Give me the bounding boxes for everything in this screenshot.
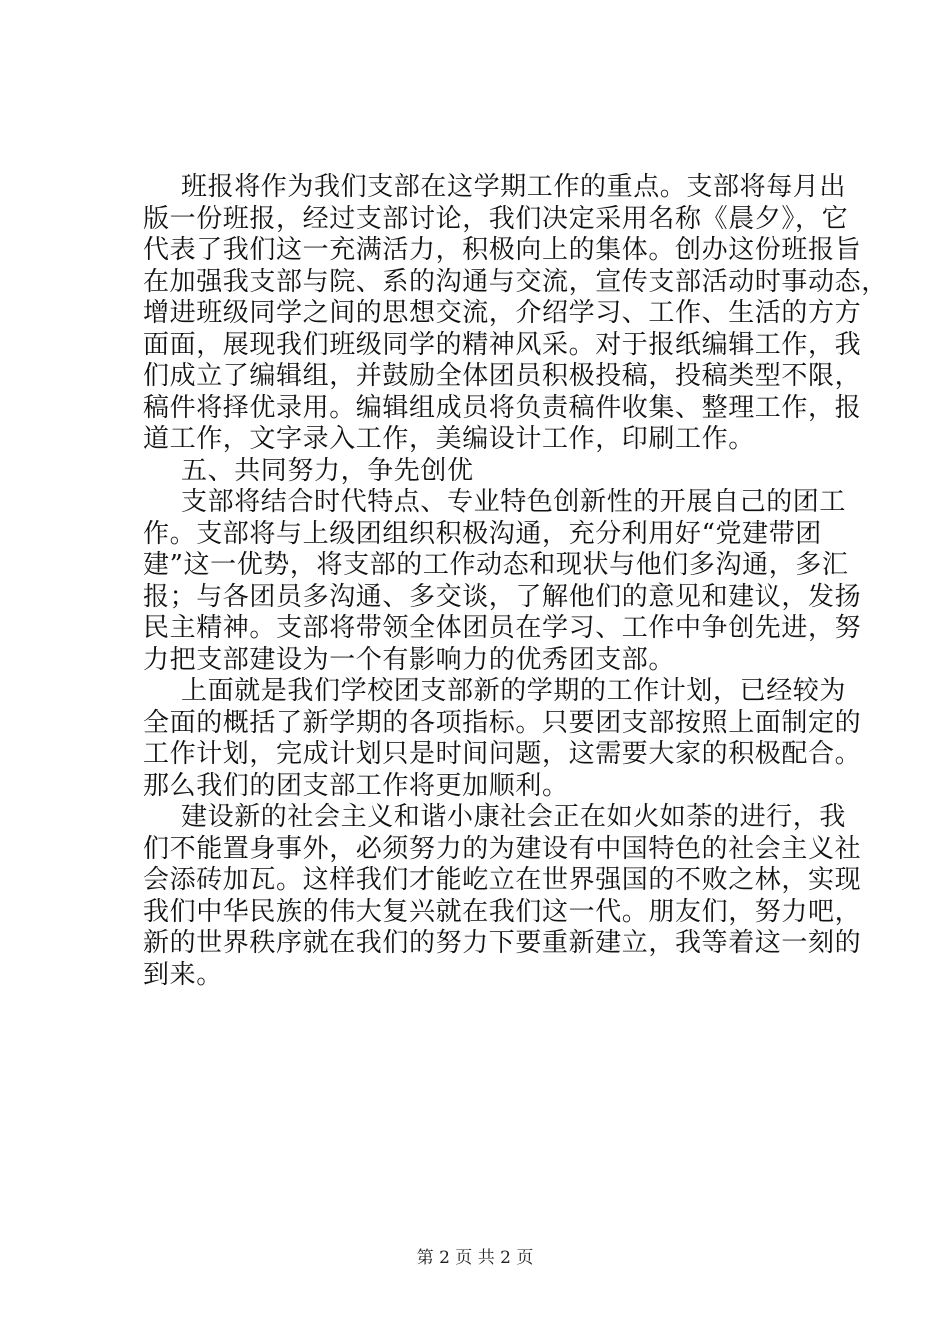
paragraph-line: 们不能置身事外，必须努力的为建设有中国特色的社会主义社 xyxy=(143,833,862,864)
paragraph-line: 我们中华民族的伟大复兴就在我们这一代。朋友们，努力吧， xyxy=(143,896,862,927)
section-heading: 五、共同努力，争先创优 xyxy=(181,455,474,486)
paragraph-line: 那么我们的团支部工作将更加顺利。 xyxy=(143,770,569,801)
paragraph-line: 民主精神。支部将带领全体团员在学习、工作中争创先进，努 xyxy=(143,613,862,643)
paragraph-line: 班报将作为我们支部在这学期工作的重点。支部将每月出 xyxy=(181,172,847,202)
paragraph-line: 全面的概括了新学期的各项指标。只要团支部按照上面制定的 xyxy=(143,707,862,738)
paragraph-line: 报；与各团员多沟通、多交谈，了解他们的意见和建议，发扬 xyxy=(143,581,862,612)
paragraph-line: 稿件将择优录用。编辑组成员将负责稿件收集、整理工作，报 xyxy=(143,392,862,423)
paragraph-line: 道工作，文字录入工作，美编设计工作，印刷工作。 xyxy=(143,424,755,454)
paragraph-line: 建”这一优势，将支部的工作动态和现状与他们多沟通，多汇 xyxy=(143,550,849,580)
paragraph-line: 支部将结合时代特点、专业特色创新性的开展自己的团工 xyxy=(181,487,847,517)
paragraph-line: 代表了我们这一充满活力，积极向上的集体。创办这份班报旨 xyxy=(143,235,862,265)
paragraph-line: 作。支部将与上级团组织积极沟通，充分利用好“党建带团 xyxy=(143,518,822,549)
paragraph-line: 新的世界秩序就在我们的努力下要重新建立，我等着这一刻的 xyxy=(143,928,862,958)
paragraph-line: 版一份班报，经过支部讨论，我们决定采用名称《晨夕》，它 xyxy=(143,203,849,234)
body-text xyxy=(143,172,888,991)
paragraph-line: 力把支部建设为一个有影响力的优秀团支部。 xyxy=(143,644,676,675)
paragraph-line: 们成立了编辑组，并鼓励全体团员积极投稿，投稿类型不限， xyxy=(143,361,862,391)
paragraph-line: 上面就是我们学校团支部新的学期的工作计划，已经较为 xyxy=(181,676,847,706)
paragraph-line: 工作计划，完成计划只是时间问题，这需要大家的积极配合。 xyxy=(143,739,862,769)
paragraph-line: 建设新的社会主义和谐小康社会正在如火如荼的进行，我 xyxy=(181,802,847,832)
paragraph-line: 会添砖加瓦。这样我们才能屹立在世界强国的不败之林，实现 xyxy=(143,865,862,895)
paragraph-line: 面面，展现我们班级同学的精神风采。对于报纸编辑工作，我 xyxy=(143,329,862,360)
paragraph-line: 增进班级同学之间的思想交流，介绍学习、工作、生活的方方 xyxy=(143,298,862,328)
paragraph-line: 在加强我支部与院、系的沟通与交流，宣传支部活动时事动态， xyxy=(143,266,888,297)
paragraph-line: 到来。 xyxy=(143,959,223,990)
page-number: 第 2 页 共 2 页 xyxy=(416,1248,534,1268)
